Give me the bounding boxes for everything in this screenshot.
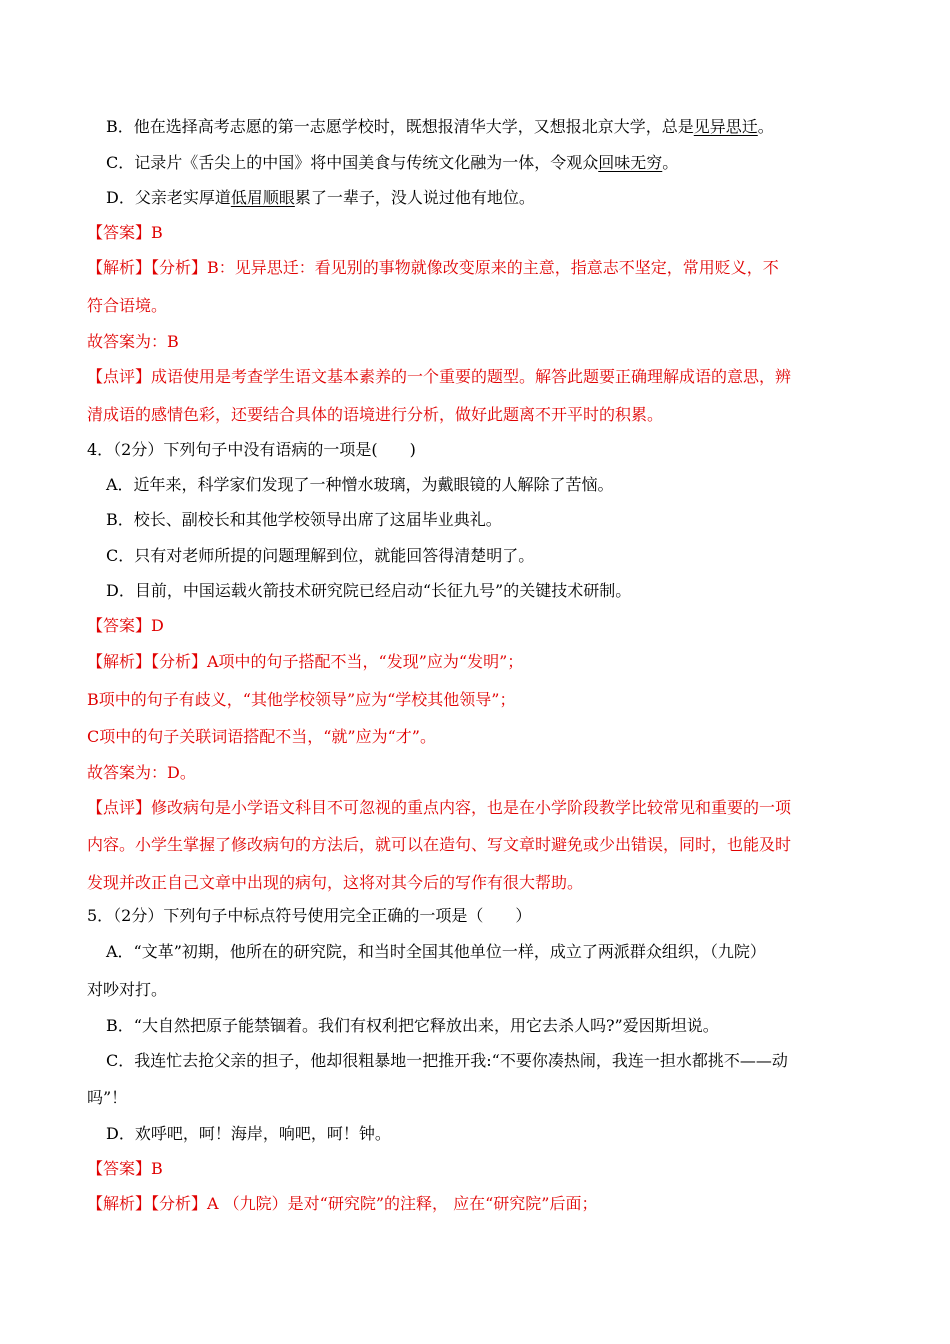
q5-option-a-line1: A．“文革”初期，他所在的研究院，和当时全国其他单位一样，成立了两派群众组织，（九院）	[106, 942, 766, 961]
q3-option-b: B．他在选择高考志愿的第一志愿学校时，既想报清华大学，又想报北京大学，总是见异思迁。	[106, 117, 774, 136]
q3-comment-line1: 【点评】成语使用是考查学生语文基本素养的一个重要的题型。解答此题要正确理解成语的意思，辨	[87, 367, 792, 386]
q3-option-b-idiom: 见异思迁	[693, 117, 758, 136]
q5-analysis-line1: 【解析】【分析】A （九院）是对“研究院”的注释， 应在“研究院”后面；	[87, 1194, 598, 1213]
q4-option-c: C．只有对老师所提的问题理解到位，就能回答得清楚明了。	[106, 546, 535, 565]
q4-analysis-line1: 【解析】【分析】A项中的句子搭配不当，“发现”应为“发明”；	[87, 652, 524, 671]
q4-comment-line3: 发现并改正自己文章中出现的病句，这将对其今后的写作有很大帮助。	[87, 873, 584, 892]
q3-analysis-line2: 符合语境。	[87, 296, 168, 315]
q3-option-d: D．父亲老实厚道低眉顺眼累了一辈子，没人说过他有地位。	[106, 188, 535, 207]
q5-option-c-line2: 吗”！	[87, 1088, 128, 1107]
q3-comment-line2: 清成语的感情色彩，还要结合具体的语境进行分析，做好此题离不开平时的积累。	[87, 405, 664, 424]
q4-answer: 【答案】D	[87, 616, 164, 635]
q4-stem: 4．（2分）下列句子中没有语病的一项是( )	[87, 440, 416, 459]
q5-option-c-line1: C．我连忙去抢父亲的担子，他却很粗暴地一把推开我:“不要你凑热闹，我连一担水都挑不——动	[106, 1051, 788, 1070]
q5-option-b: B．“大自然把原子能禁锢着。我们有权利把它释放出来，用它去杀人吗?”爱因斯坦说。	[106, 1016, 719, 1035]
q5-option-a-line2: 对吵对打。	[87, 980, 168, 999]
q3-option-c: C．记录片《舌尖上的中国》将中国美食与传统文化融为一体，令观众回味无穷。	[106, 153, 679, 172]
q4-comment-line1: 【点评】修改病句是小学语文科目不可忽视的重点内容，也是在小学阶段教学比较常见和重要的一项	[87, 798, 792, 817]
q5-stem: 5．（2分）下列句子中标点符号使用完全正确的一项是（ ）	[87, 906, 532, 925]
q3-option-d-idiom: 低眉顺眼	[230, 188, 295, 207]
q4-analysis-line3: C项中的句子关联词语搭配不当，“就”应为“才”。	[87, 727, 436, 746]
q3-conclusion: 故答案为：B	[87, 332, 179, 351]
q5-answer: 【答案】B	[87, 1159, 163, 1178]
q4-option-b: B．校长、副校长和其他学校领导出席了这届毕业典礼。	[106, 510, 502, 529]
q3-answer: 【答案】B	[87, 223, 163, 242]
q3-option-c-idiom: 回味无穷	[598, 153, 663, 172]
q4-option-a: A．近年来，科学家们发现了一种憎水玻璃，为戴眼镜的人解除了苦恼。	[106, 475, 614, 494]
q5-option-d: D．欢呼吧，呵！海岸，响吧，呵！钟。	[106, 1124, 391, 1143]
q4-conclusion: 故答案为：D。	[87, 763, 196, 782]
q4-analysis-line2: B项中的句子有歧义，“其他学校领导”应为“学校其他领导”；	[87, 690, 516, 709]
q3-analysis-line1: 【解析】【分析】B：见异思迁：看见别的事物就像改变原来的主意，指意志不坚定，常用贬义，不	[87, 258, 779, 277]
q4-comment-line2: 内容。小学生掌握了修改病句的方法后，就可以在造句、写文章时避免或少出错误，同时，也能及时	[87, 835, 792, 854]
q4-option-d: D．目前，中国运载火箭技术研究院已经启动“长征九号”的关键技术研制。	[106, 581, 632, 600]
